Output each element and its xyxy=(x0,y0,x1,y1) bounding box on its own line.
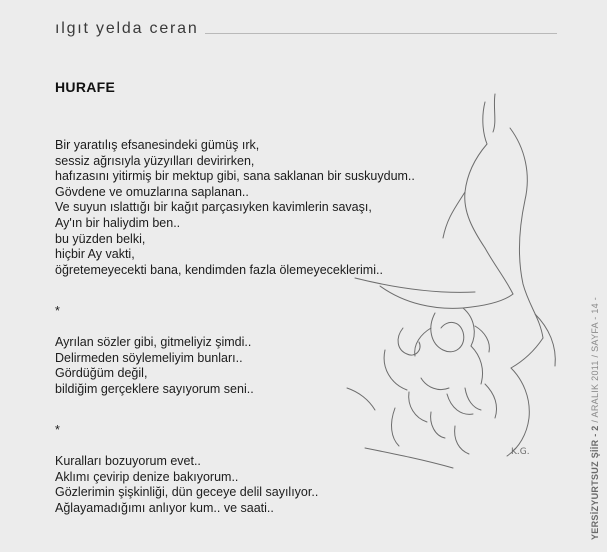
poem-line: Gördüğüm değil, xyxy=(55,366,148,381)
page-footer-vertical xyxy=(588,296,602,540)
poem-title: HURAFE xyxy=(55,79,116,95)
header-rule xyxy=(205,33,557,34)
poem-line: Ayrılan sözler gibi, gitmeliyiz şimdi.. xyxy=(55,334,252,349)
poem-line: hiçbir Ay vakti, xyxy=(55,247,135,262)
line-art-illustration xyxy=(335,88,575,478)
page-number: / SAYFA - 14 - xyxy=(590,296,600,358)
poem-line: Aklımı çevirip denize bakıyorum.. xyxy=(55,469,239,484)
artist-signature: K.G. xyxy=(511,447,530,457)
magazine-name: YERSİZYURTSUZ ŞİİR - 2 xyxy=(590,425,600,540)
poem-line: Kuralları bozuyorum evet.. xyxy=(55,453,201,468)
poem-line: Bir yaratılış efsanesindeki gümüş ırk, xyxy=(55,138,260,152)
poem-line: Gövdene ve omuzlarına saplanan.. xyxy=(55,184,249,199)
poem-line: Ay'ın bir haliydim ben.. xyxy=(55,215,181,230)
poem-line: hafızasını yitirmiş bir mektup gibi, sana saklanan bir suskuydum.. xyxy=(55,169,415,184)
poem-line: Gözlerimin şişkinliği, dün geceye delil sayılıyor.. xyxy=(55,485,319,500)
poem-line: öğretemeyecekti bana, kendimden fazla ölemeyeceklerimi.. xyxy=(55,262,383,277)
poem-line: bu yüzden belki, xyxy=(55,231,146,246)
poem-line: bildiğim gerçeklere sayıyorum seni.. xyxy=(55,381,254,396)
page-header xyxy=(55,20,557,46)
stanza-separator: * xyxy=(55,304,60,319)
poem-line: sessiz ağrısıyla yüzyılları devirirken, xyxy=(55,153,255,168)
issue-date: / ARALIK 2011 xyxy=(590,360,600,423)
poem-line: Ağlayamadığımı anlıyor kum.. ve saati.. xyxy=(55,500,274,515)
stanza-separator: * xyxy=(55,423,60,438)
author-name: ılgıt yelda ceran xyxy=(55,20,199,37)
poem-line: Delirmeden söylemeliyim bunları.. xyxy=(55,350,243,365)
poem-line: Ve suyun ıslattığı bir kağıt parçasıyken kavimlerin savaşı, xyxy=(55,200,372,215)
